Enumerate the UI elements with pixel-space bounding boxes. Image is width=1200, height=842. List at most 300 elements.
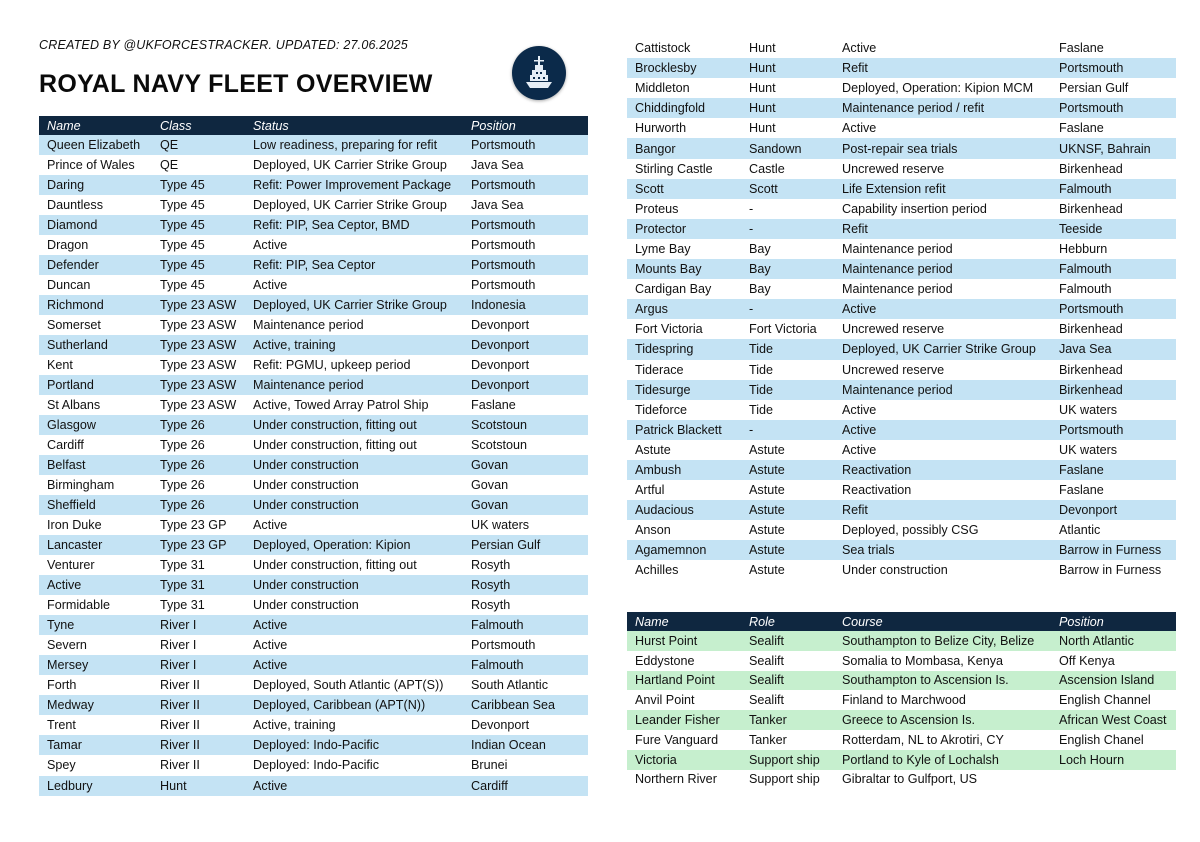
cell-role: Sealift <box>741 690 834 710</box>
table-row <box>627 770 1176 790</box>
cell-class: - <box>741 299 834 319</box>
cell-name: Kent <box>39 355 152 375</box>
table-row <box>39 375 588 395</box>
cell-class: Hunt <box>741 58 834 78</box>
cell-course: Finland to Marchwood <box>834 690 1051 710</box>
table-row <box>627 540 1176 560</box>
cell-status: Deployed: Indo-Pacific <box>245 735 463 755</box>
cell-role: Sealift <box>741 631 834 651</box>
cell-class: Tide <box>741 380 834 400</box>
cell-class: River II <box>152 675 245 695</box>
cell-position: Govan <box>463 495 588 515</box>
cell-name: Cattistock <box>627 38 741 58</box>
table-row <box>627 690 1176 710</box>
cell-class: Hunt <box>741 38 834 58</box>
cell-name: Sutherland <box>39 335 152 355</box>
cell-name: Medway <box>39 695 152 715</box>
table-row <box>39 675 588 695</box>
cell-position: South Atlantic <box>463 675 588 695</box>
cell-class: River II <box>152 695 245 715</box>
cell-position: Birkenhead <box>1051 319 1176 339</box>
table-row <box>627 560 1176 580</box>
cell-position: Falmouth <box>463 655 588 675</box>
cell-position: Birkenhead <box>1051 360 1176 380</box>
cell-name: Bangor <box>627 138 741 158</box>
cell-position: Loch Hourn <box>1051 750 1176 770</box>
cell-name: Active <box>39 575 152 595</box>
cell-position: Devonport <box>463 355 588 375</box>
cell-status: Active <box>834 299 1051 319</box>
cell-status: Uncrewed reserve <box>834 360 1051 380</box>
cell-status: Maintenance period / refit <box>834 98 1051 118</box>
cell-position: UKNSF, Bahrain <box>1051 138 1176 158</box>
cell-status: Refit <box>834 219 1051 239</box>
cell-class: River I <box>152 635 245 655</box>
auxiliary-table <box>627 612 1176 789</box>
table-row <box>627 58 1176 78</box>
fleet-col-name: Name <box>39 116 152 135</box>
cell-name: Hurworth <box>627 118 741 138</box>
cell-name: Trent <box>39 715 152 735</box>
cell-role: Sealift <box>741 651 834 671</box>
cell-position: Faslane <box>1051 38 1176 58</box>
cell-course: Somalia to Mombasa, Kenya <box>834 651 1051 671</box>
table-row <box>39 475 588 495</box>
cell-class: Type 26 <box>152 415 245 435</box>
cell-name: Tidespring <box>627 339 741 359</box>
table-row <box>39 135 588 155</box>
cell-name: Portland <box>39 375 152 395</box>
cell-status: Refit: PGMU, upkeep period <box>245 355 463 375</box>
cell-name: Tyne <box>39 615 152 635</box>
cell-status: Low readiness, preparing for refit <box>245 135 463 155</box>
cell-status: Active <box>245 515 463 535</box>
cell-position: Portsmouth <box>463 215 588 235</box>
cell-position: Hebburn <box>1051 239 1176 259</box>
cell-position: Persian Gulf <box>463 535 588 555</box>
cell-position: Scotstoun <box>463 415 588 435</box>
cell-name: Spey <box>39 755 152 775</box>
cell-status: Maintenance period <box>245 375 463 395</box>
cell-name: Leander Fisher <box>627 710 741 730</box>
cell-class: Type 31 <box>152 595 245 615</box>
cell-class: Hunt <box>152 776 245 796</box>
cell-class: Type 45 <box>152 235 245 255</box>
table-row <box>39 415 588 435</box>
cell-position: Scotstoun <box>463 435 588 455</box>
cell-position: Portsmouth <box>1051 98 1176 118</box>
cell-class: Astute <box>741 480 834 500</box>
cell-name: Belfast <box>39 455 152 475</box>
cell-position: Falmouth <box>463 615 588 635</box>
cell-class: Astute <box>741 460 834 480</box>
cell-position: UK waters <box>1051 400 1176 420</box>
cell-name: Daring <box>39 175 152 195</box>
cell-class: Type 23 GP <box>152 515 245 535</box>
cell-name: Forth <box>39 675 152 695</box>
cell-position: Portsmouth <box>463 175 588 195</box>
fleet-col-class: Class <box>152 116 245 135</box>
cell-class: Hunt <box>741 98 834 118</box>
cell-status: Active <box>245 655 463 675</box>
fleet-col-position: Position <box>463 116 588 135</box>
cell-name: Brocklesby <box>627 58 741 78</box>
aux-col-name: Name <box>627 612 741 631</box>
cell-status: Active <box>245 635 463 655</box>
fleet-table-left-header <box>39 116 588 135</box>
cell-status: Active <box>245 275 463 295</box>
cell-name: Duncan <box>39 275 152 295</box>
auxiliary-table-header <box>627 612 1176 631</box>
cell-name: Fort Victoria <box>627 319 741 339</box>
table-row <box>627 259 1176 279</box>
table-row <box>627 159 1176 179</box>
table-row <box>39 555 588 575</box>
cell-position: UK waters <box>463 515 588 535</box>
cell-position: Faslane <box>1051 460 1176 480</box>
cell-name: Ambush <box>627 460 741 480</box>
cell-name: Ledbury <box>39 776 152 796</box>
cell-position: Indonesia <box>463 295 588 315</box>
cell-position: Birkenhead <box>1051 199 1176 219</box>
cell-status: Deployed: Indo-Pacific <box>245 755 463 775</box>
cell-status: Maintenance period <box>834 279 1051 299</box>
cell-status: Maintenance period <box>834 239 1051 259</box>
cell-position: African West Coast <box>1051 710 1176 730</box>
cell-position: Teeside <box>1051 219 1176 239</box>
cell-status: Active <box>245 776 463 796</box>
cell-class: Type 45 <box>152 175 245 195</box>
cell-status: Maintenance period <box>834 380 1051 400</box>
cell-class: Fort Victoria <box>741 319 834 339</box>
table-row <box>39 695 588 715</box>
cell-class: Hunt <box>741 78 834 98</box>
cell-class: Type 26 <box>152 435 245 455</box>
cell-status: Post-repair sea trials <box>834 138 1051 158</box>
cell-status: Reactivation <box>834 460 1051 480</box>
cell-position: Portsmouth <box>463 275 588 295</box>
cell-status: Under construction <box>245 475 463 495</box>
table-row <box>627 460 1176 480</box>
cell-status: Uncrewed reserve <box>834 319 1051 339</box>
cell-status: Capability insertion period <box>834 199 1051 219</box>
cell-class: Type 26 <box>152 455 245 475</box>
table-row <box>39 255 588 275</box>
cell-course: Southampton to Ascension Is. <box>834 671 1051 691</box>
cell-role: Sealift <box>741 671 834 691</box>
cell-class: Bay <box>741 279 834 299</box>
cell-position: Portsmouth <box>463 255 588 275</box>
cell-class: Type 45 <box>152 195 245 215</box>
cell-class: Type 31 <box>152 555 245 575</box>
cell-class: Sandown <box>741 138 834 158</box>
cell-class: Type 23 ASW <box>152 395 245 415</box>
cell-name: Dauntless <box>39 195 152 215</box>
cell-position: Falmouth <box>1051 179 1176 199</box>
table-row <box>627 360 1176 380</box>
cell-position: Birkenhead <box>1051 380 1176 400</box>
cell-position: Govan <box>463 475 588 495</box>
table-row <box>627 440 1176 460</box>
table-row <box>39 295 588 315</box>
cell-name: Somerset <box>39 315 152 335</box>
cell-class: QE <box>152 155 245 175</box>
cell-position: Barrow in Furness <box>1051 560 1176 580</box>
cell-position: UK waters <box>1051 440 1176 460</box>
table-row <box>627 420 1176 440</box>
cell-name: Protector <box>627 219 741 239</box>
credit-line: CREATED BY @UKFORCESTRACKER. UPDATED: 27.06.2025 <box>39 38 408 52</box>
cell-status: Maintenance period <box>834 259 1051 279</box>
cell-status: Deployed, Caribbean (APT(N)) <box>245 695 463 715</box>
cell-class: Type 23 GP <box>152 535 245 555</box>
cell-class: Type 26 <box>152 475 245 495</box>
aux-col-course: Course <box>834 612 1051 631</box>
cell-position: Falmouth <box>1051 259 1176 279</box>
cell-class: Type 23 ASW <box>152 375 245 395</box>
cell-position: Birkenhead <box>1051 159 1176 179</box>
cell-name: Northern River <box>627 770 741 790</box>
cell-course: Greece to Ascension Is. <box>834 710 1051 730</box>
cell-position: Devonport <box>1051 500 1176 520</box>
table-row <box>627 671 1176 691</box>
table-row <box>627 38 1176 58</box>
aux-col-position: Position <box>1051 612 1176 631</box>
cell-name: Tamar <box>39 735 152 755</box>
cell-class: - <box>741 199 834 219</box>
cell-class: Type 45 <box>152 275 245 295</box>
table-row <box>39 175 588 195</box>
cell-class: Scott <box>741 179 834 199</box>
cell-name: Audacious <box>627 500 741 520</box>
table-row <box>39 275 588 295</box>
cell-name: Dragon <box>39 235 152 255</box>
table-row <box>39 455 588 475</box>
cell-class: River II <box>152 755 245 775</box>
cell-name: Artful <box>627 480 741 500</box>
cell-position: Portsmouth <box>463 635 588 655</box>
cell-position: Portsmouth <box>463 235 588 255</box>
cell-status: Active <box>245 615 463 635</box>
cell-status: Refit <box>834 58 1051 78</box>
cell-name: Tidesurge <box>627 380 741 400</box>
cell-class: Tide <box>741 360 834 380</box>
table-row <box>39 595 588 615</box>
cell-class: Type 23 ASW <box>152 335 245 355</box>
cell-name: Lancaster <box>39 535 152 555</box>
cell-class: Astute <box>741 440 834 460</box>
cell-position <box>1051 770 1176 790</box>
cell-position: Brunei <box>463 755 588 775</box>
cell-name: Tideforce <box>627 400 741 420</box>
cell-role: Tanker <box>741 730 834 750</box>
cell-class: Type 31 <box>152 575 245 595</box>
cell-name: St Albans <box>39 395 152 415</box>
cell-name: Argus <box>627 299 741 319</box>
cell-status: Refit <box>834 500 1051 520</box>
table-row <box>627 730 1176 750</box>
cell-status: Deployed, possibly CSG <box>834 520 1051 540</box>
cell-name: Prince of Wales <box>39 155 152 175</box>
cell-status: Under construction, fitting out <box>245 415 463 435</box>
cell-name: Formidable <box>39 595 152 615</box>
cell-class: Castle <box>741 159 834 179</box>
cell-position: Devonport <box>463 335 588 355</box>
cell-status: Deployed, UK Carrier Strike Group <box>245 295 463 315</box>
table-row <box>627 750 1176 770</box>
cell-name: Anvil Point <box>627 690 741 710</box>
cell-position: Faslane <box>1051 480 1176 500</box>
cell-name: Iron Duke <box>39 515 152 535</box>
table-row <box>627 98 1176 118</box>
cell-name: Agamemnon <box>627 540 741 560</box>
cell-status: Active <box>245 235 463 255</box>
cell-name: Tiderace <box>627 360 741 380</box>
cell-name: Glasgow <box>39 415 152 435</box>
fleet-table-right <box>627 38 1176 581</box>
cell-position: Faslane <box>1051 118 1176 138</box>
cell-class: Type 23 ASW <box>152 315 245 335</box>
cell-class: Astute <box>741 540 834 560</box>
cell-name: Patrick Blackett <box>627 420 741 440</box>
cell-position: Off Kenya <box>1051 651 1176 671</box>
table-row <box>627 219 1176 239</box>
table-row <box>39 395 588 415</box>
cell-status: Sea trials <box>834 540 1051 560</box>
cell-status: Active <box>834 400 1051 420</box>
cell-course: Rotterdam, NL to Akrotiri, CY <box>834 730 1051 750</box>
fleet-table-left <box>39 116 588 796</box>
table-row <box>39 715 588 735</box>
table-row <box>627 631 1176 651</box>
table-row <box>627 199 1176 219</box>
table-row <box>39 355 588 375</box>
cell-status: Deployed, UK Carrier Strike Group <box>245 155 463 175</box>
cell-class: Astute <box>741 500 834 520</box>
cell-name: Queen Elizabeth <box>39 135 152 155</box>
cell-position: Portsmouth <box>1051 299 1176 319</box>
cell-role: Support ship <box>741 750 834 770</box>
cell-status: Deployed, UK Carrier Strike Group <box>245 195 463 215</box>
cell-status: Active <box>834 420 1051 440</box>
table-row <box>627 78 1176 98</box>
cell-name: Proteus <box>627 199 741 219</box>
cell-position: English Channel <box>1051 690 1176 710</box>
table-row <box>39 435 588 455</box>
cell-name: Hartland Point <box>627 671 741 691</box>
cell-position: Portsmouth <box>1051 420 1176 440</box>
cell-name: Cardigan Bay <box>627 279 741 299</box>
cell-position: Ascension Island <box>1051 671 1176 691</box>
cell-position: Portsmouth <box>1051 58 1176 78</box>
table-row <box>39 776 588 796</box>
table-row <box>627 339 1176 359</box>
table-row <box>39 615 588 635</box>
table-row <box>39 315 588 335</box>
table-row <box>627 279 1176 299</box>
cell-status: Active <box>834 38 1051 58</box>
cell-name: Lyme Bay <box>627 239 741 259</box>
cell-position: Barrow in Furness <box>1051 540 1176 560</box>
cell-class: Bay <box>741 239 834 259</box>
table-row <box>39 575 588 595</box>
cell-position: Atlantic <box>1051 520 1176 540</box>
cell-position: Rosyth <box>463 575 588 595</box>
cell-position: Java Sea <box>1051 339 1176 359</box>
table-row <box>39 755 588 775</box>
table-row <box>39 195 588 215</box>
table-row <box>627 179 1176 199</box>
cell-course: Southampton to Belize City, Belize <box>834 631 1051 651</box>
cell-class: Type 23 ASW <box>152 295 245 315</box>
table-row <box>39 635 588 655</box>
cell-name: Eddystone <box>627 651 741 671</box>
cell-position: Faslane <box>463 395 588 415</box>
cell-role: Support ship <box>741 770 834 790</box>
cell-class: River I <box>152 615 245 635</box>
cell-name: Hurst Point <box>627 631 741 651</box>
cell-position: Devonport <box>463 715 588 735</box>
table-row <box>627 400 1176 420</box>
cell-position: Persian Gulf <box>1051 78 1176 98</box>
cell-status: Deployed, Operation: Kipion <box>245 535 463 555</box>
cell-name: Mersey <box>39 655 152 675</box>
cell-class: Type 23 ASW <box>152 355 245 375</box>
cell-status: Under construction <box>245 575 463 595</box>
cell-position: Falmouth <box>1051 279 1176 299</box>
table-row <box>627 500 1176 520</box>
cell-status: Active, training <box>245 335 463 355</box>
table-row <box>39 235 588 255</box>
cell-role: Tanker <box>741 710 834 730</box>
table-row <box>627 319 1176 339</box>
page-title: ROYAL NAVY FLEET OVERVIEW <box>39 70 433 98</box>
table-row <box>627 710 1176 730</box>
cell-status: Active <box>834 440 1051 460</box>
cell-name: Middleton <box>627 78 741 98</box>
cell-status: Active <box>834 118 1051 138</box>
cell-name: Birmingham <box>39 475 152 495</box>
cell-status: Reactivation <box>834 480 1051 500</box>
cell-name: Severn <box>39 635 152 655</box>
cell-name: Fure Vanguard <box>627 730 741 750</box>
cell-position: Java Sea <box>463 155 588 175</box>
cell-status: Deployed, Operation: Kipion MCM <box>834 78 1051 98</box>
cell-course: Gibraltar to Gulfport, US <box>834 770 1051 790</box>
cell-name: Astute <box>627 440 741 460</box>
warship-emblem-icon <box>512 46 566 100</box>
cell-class: River II <box>152 715 245 735</box>
cell-position: English Chanel <box>1051 730 1176 750</box>
cell-status: Under construction, fitting out <box>245 435 463 455</box>
table-row <box>39 515 588 535</box>
table-row <box>39 155 588 175</box>
cell-class: River I <box>152 655 245 675</box>
cell-status: Deployed, UK Carrier Strike Group <box>834 339 1051 359</box>
cell-position: Cardiff <box>463 776 588 796</box>
cell-class: Astute <box>741 560 834 580</box>
table-row <box>39 655 588 675</box>
cell-position: Rosyth <box>463 595 588 615</box>
table-row <box>627 118 1176 138</box>
cell-name: Venturer <box>39 555 152 575</box>
cell-class: Type 45 <box>152 215 245 235</box>
cell-class: Astute <box>741 520 834 540</box>
cell-position: Devonport <box>463 375 588 395</box>
cell-position: Devonport <box>463 315 588 335</box>
table-row <box>627 299 1176 319</box>
cell-status: Maintenance period <box>245 315 463 335</box>
